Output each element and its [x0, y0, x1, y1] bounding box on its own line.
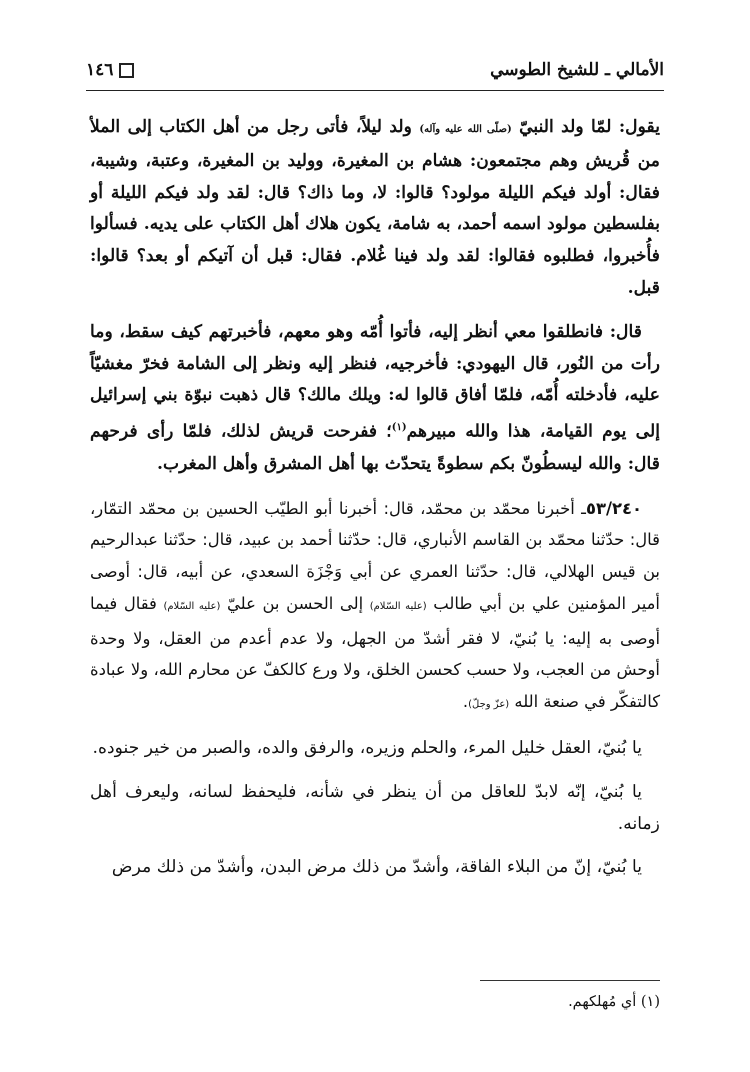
paragraph-3 — [90, 493, 660, 722]
p3-text-a: ـ أخبرنا محمّد بن محمّد، قال: أخبرنا أبو الطيّب الحسين بن محمّد التمّار، قال: حدّثنا محمّد بن القاسم الأنباري، قال: حدّثنا أحمد بن عبيد، قال: حدّثنا عبدالرحيم بن قيس الهلالي، قال: حدّثنا العمري عن أبي وَجْزَة السعدي، عن أبيه، قال: أوصى أمير المؤمنين علي بن أبي طالب — [90, 498, 660, 613]
p3-text-b: إلى الحسن بن عليّ — [227, 593, 364, 613]
p3-honorific-2: (عليه السّلام) — [163, 600, 221, 612]
page-header — [86, 50, 664, 91]
p2-text-a: قال: فانطلقوا معي أنظر إليه، فأتوا أُمّه وهو معهم، فأخبرتهم كيف سقط، وما رأت من النُور، قال اليهودي: فأخرجيه، فنظر إليه ونظر إلى الشامة فخرّ مغشيّاً عليه، فأدخلته أُمّه، فلمّا أفاق قالوا له: ويلك مالك؟ قال ذهبت نبوّة بني إسرائيل إلى يوم القيامة، هذا والله مبيرهم — [90, 321, 660, 442]
paragraph-2 — [90, 317, 660, 481]
footnote: (١) أي مُهلكهم. — [568, 994, 660, 1010]
p1-honorific: (صلّى الله عليه وآله) — [419, 124, 512, 135]
page-number — [86, 60, 134, 80]
footnote-ref: (١) — [391, 422, 407, 434]
paragraph-1 — [90, 112, 660, 305]
page-number-text: ١٤٦ — [86, 60, 114, 80]
paragraph-4: يا بُنيّ، العقل خليل المرء، والحلم وزيره، والرفق والده، والصبر من خير جنوده. — [92, 738, 642, 759]
page-marker-icon — [119, 63, 134, 78]
p3-honorific-3: (عزّ وجلّ) — [468, 699, 510, 711]
footnote-divider — [480, 980, 660, 981]
running-title: الأمالي ـ للشيخ الطوسي — [490, 60, 664, 80]
p1-text-b: ولد ليلاً، فأتى رجل من أهل الكتاب إلى الملأ من قُريش وهم مجتمعون: هشام بن المغيرة، ووليد بن المغيرة، وعتبة، وشيبة، فقال: أولد فيكم الليلة مولود؟ قالوا: لا، وما ذاك؟ قال: لقد ولد فيكم الليلة أو بفلسطين مولود اسمه أحمد، به شامة، يكون هلاك أهل الكتاب على يديه. فسألوا فأُخبروا، فطلبوه فقالوا: لقد ولد فينا غُلام. فقال: قبل أن آتيكم أو بعد؟ قالوا: قبل. — [90, 117, 660, 298]
body-text — [90, 112, 660, 896]
p1-text-a: يقول: لمّا ولد النبيّ — [519, 117, 661, 137]
paragraph-6: يا بُنيّ، إنّ من البلاء الفاقة، وأشدّ من ذلك مرض البدن، وأشدّ من ذلك مرض — [111, 857, 642, 878]
p2-text-b: ؛ ففرحت قريش لذلك، فلمّا رأى فرحهم قال: والله ليسطُونّ بكم سطوةً يتحدّث بها أهل المشرق وأهل المغرب. — [90, 421, 660, 474]
p3-text-d: . — [462, 692, 469, 712]
paragraph-5: يا بُنيّ، إنّه لابدّ للعاقل من أن ينظر في شأنه، فليحفظ لسانه، وليعرف أهل زمانه. — [90, 781, 660, 834]
p3-honorific-1: (عليه السّلام) — [369, 600, 427, 612]
hadith-number: ٥٣/٢٤٠ — [585, 498, 642, 518]
p3-text-c: فقال فيما أوصى به إليه: يا بُنيّ، لا فقر أشدّ من الجهل، ولا عدم أعدم من العقل، ولا وحدة أوحش من العجب، ولا حسب كحسن الخلق، ولا ورع كالكفّ عن محارم الله، ولا عبادة كالتفكّر في صنعة الله — [90, 593, 660, 712]
